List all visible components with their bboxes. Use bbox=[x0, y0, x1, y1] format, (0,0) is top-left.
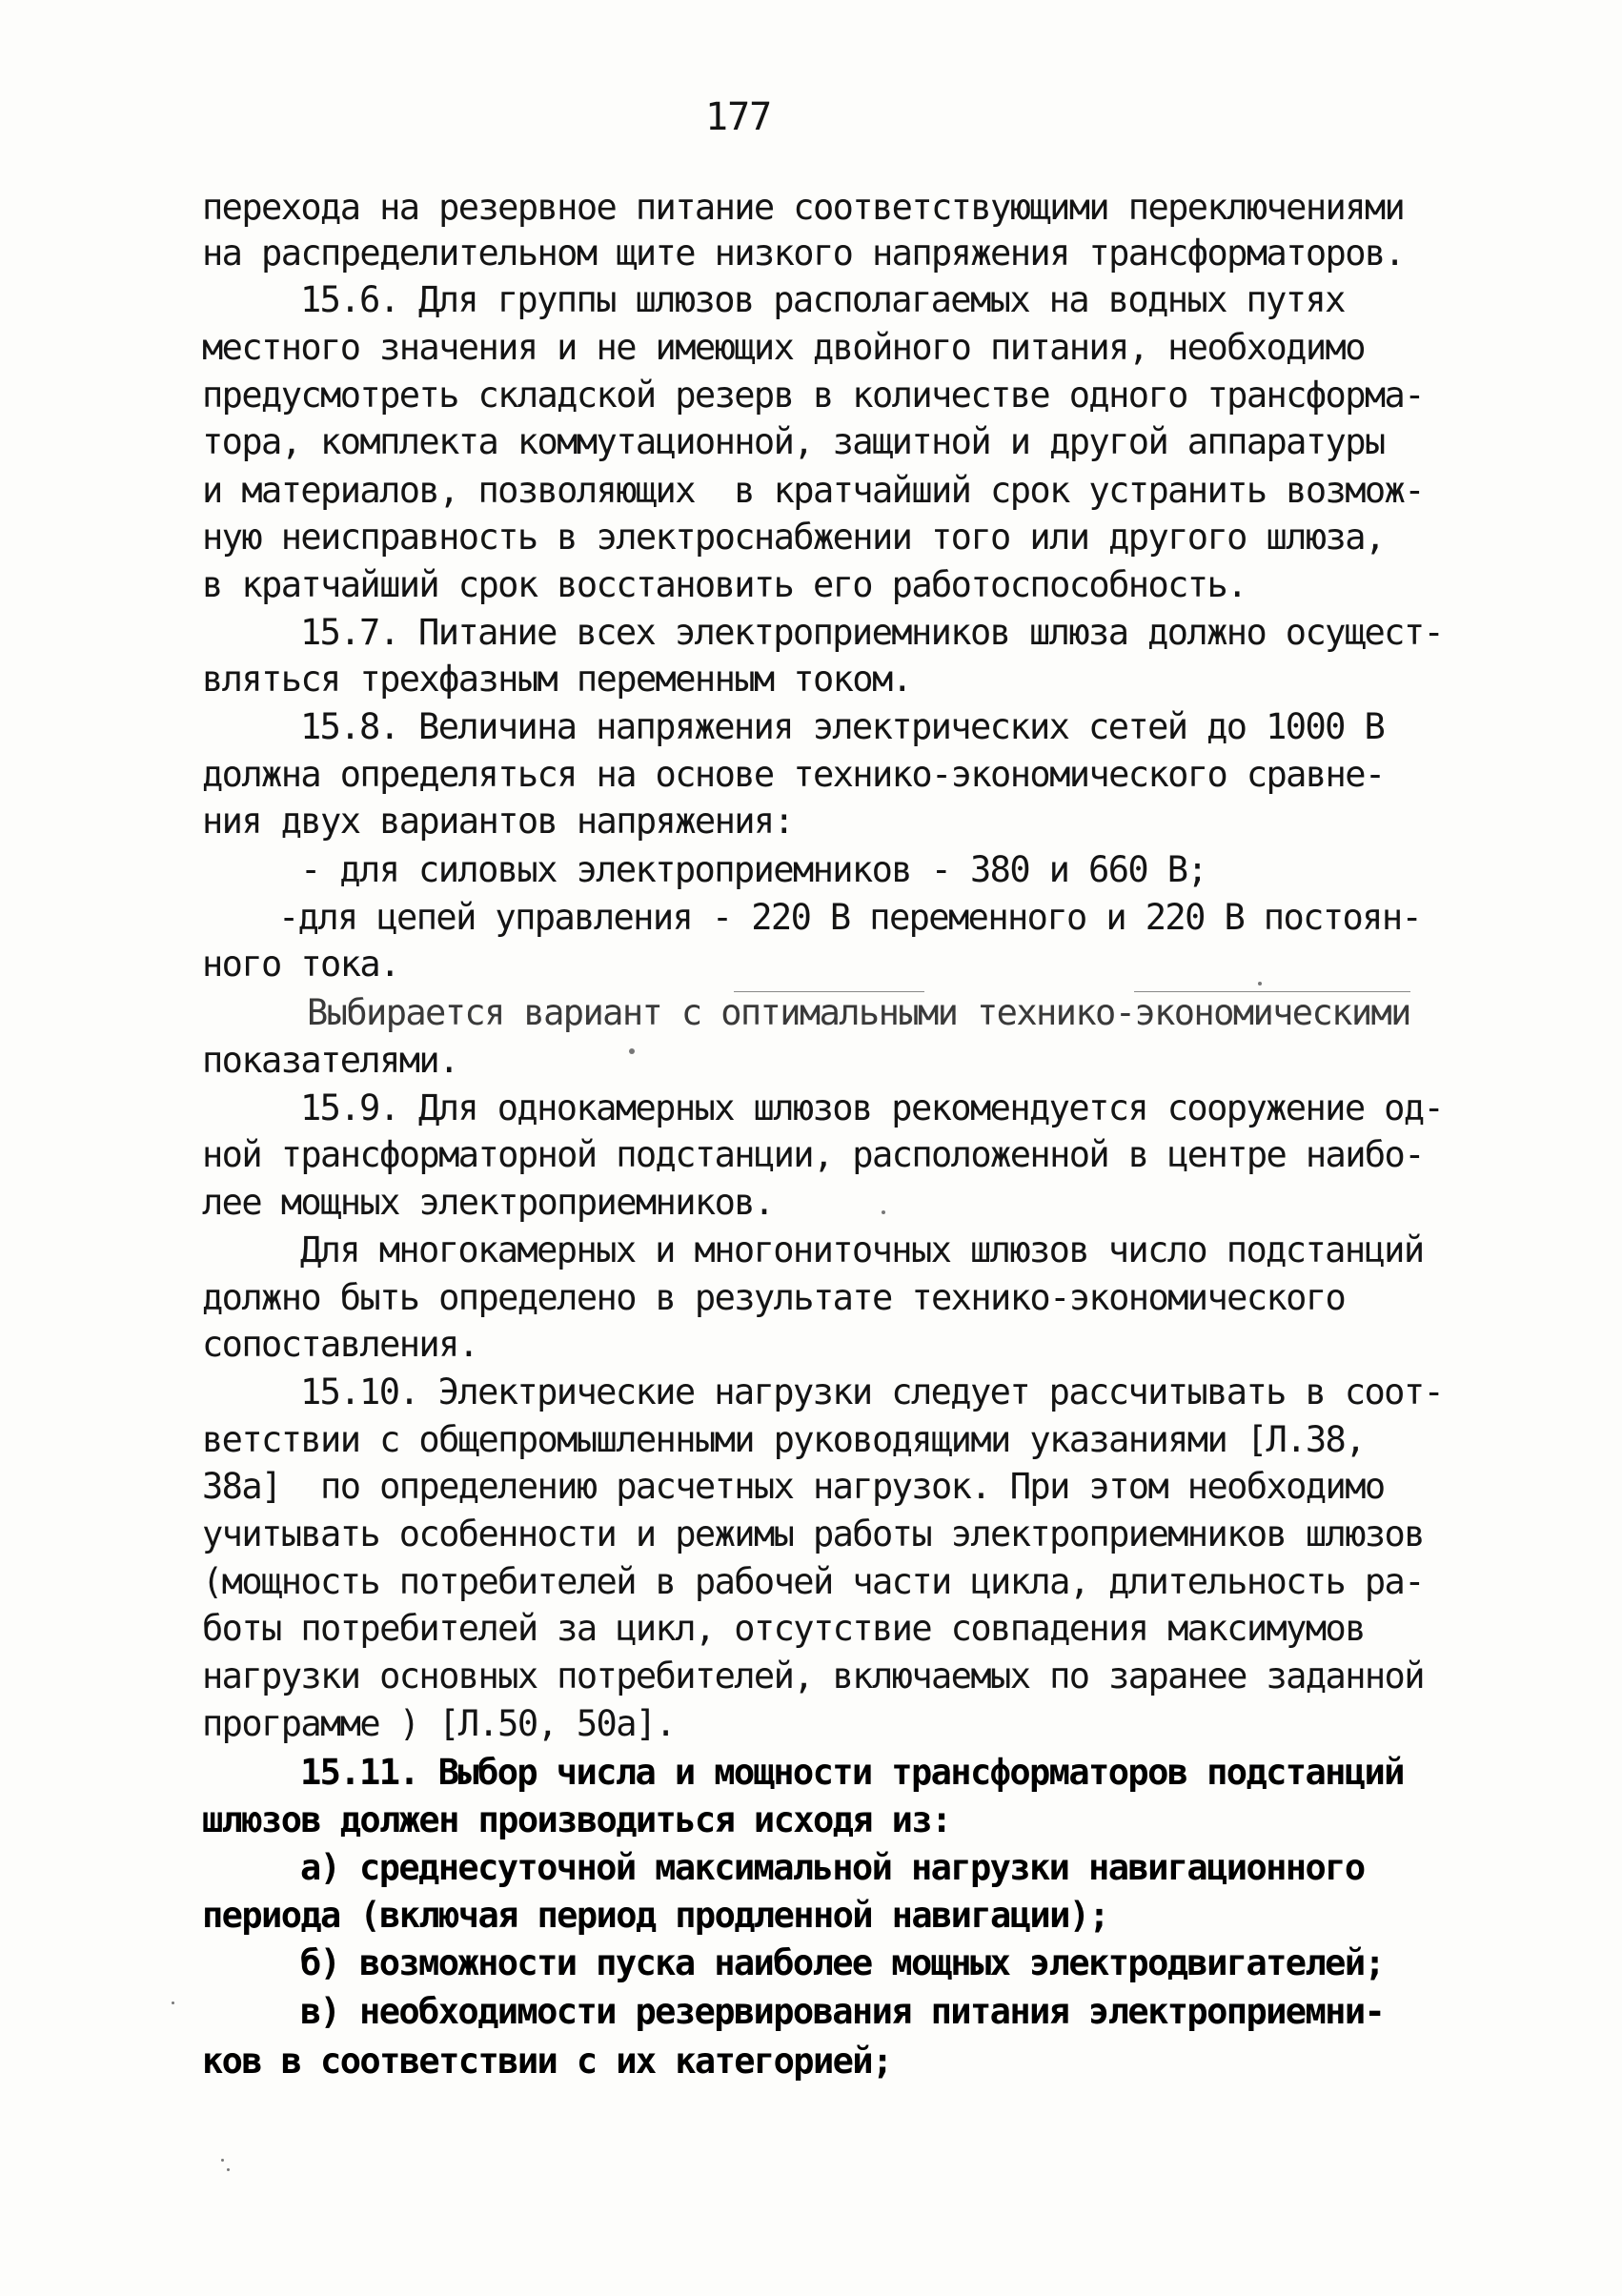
text-line: б) возможности пуска наиболее мощных электродвигателей; bbox=[300, 1942, 1385, 1983]
text-line: перехода на резервное питание соответствующими переключениями bbox=[202, 187, 1405, 228]
text-line: 15.6. Для группы шлюзов располагаемых на водных путях bbox=[300, 279, 1345, 320]
text-line: показателями. bbox=[202, 1040, 458, 1081]
text-line: сопоставления. bbox=[202, 1324, 478, 1365]
page-number: 177 bbox=[705, 95, 772, 139]
text-line: вляться трехфазным переменным током. bbox=[202, 659, 912, 700]
text-line: 15.9. Для однокамерных шлюзов рекомендуется сооружение од- bbox=[300, 1087, 1444, 1128]
text-line: боты потребителей за цикл, отсутствие совпадения максимумов bbox=[202, 1608, 1365, 1649]
scan-speck bbox=[227, 2168, 230, 2171]
text-line: тора, комплекта коммутационной, защитной и другой аппаратуры bbox=[202, 421, 1385, 462]
scan-speck bbox=[172, 2001, 174, 2004]
text-line: 15.8. Величина напряжения электрических сетей до 1000 В bbox=[300, 706, 1385, 747]
text-line: предусмотреть складской резерв в количестве одного трансформа- bbox=[202, 375, 1424, 416]
text-line: а) среднесуточной максимальной нагрузки навигационного bbox=[300, 1847, 1365, 1888]
text-line: ветствии с общепромышленными руководящими указаниями [Л.38, bbox=[202, 1419, 1365, 1460]
scan-speck bbox=[882, 1210, 885, 1214]
text-line: лее мощных электроприемников. bbox=[202, 1182, 774, 1223]
text-line: 15.10. Электрические нагрузки следует рассчитывать в соот- bbox=[300, 1372, 1444, 1412]
text-line: должно быть определено в результате технико-экономического bbox=[202, 1277, 1346, 1318]
text-line: ного тока. bbox=[202, 944, 399, 985]
text-line: на распределительном щите низкого напряжения трансформаторов. bbox=[202, 233, 1405, 274]
text-line: -для цепей управления - 220 В переменного и 220 В постоян- bbox=[278, 897, 1422, 938]
text-line: Выбирается вариант с оптимальными технико-экономическими bbox=[307, 992, 1410, 1033]
scan-speck bbox=[221, 2159, 224, 2162]
text-line: программе ) [Л.50, 50а]. bbox=[202, 1703, 676, 1744]
text-line: ной трансформаторной подстанции, расположенной в центре наибо- bbox=[202, 1134, 1424, 1175]
text-line: периода (включая период продленной навигации); bbox=[202, 1895, 1109, 1936]
text-line: и материалов, позволяющих в кратчайший срок устранить возмож- bbox=[202, 470, 1424, 511]
text-line: ния двух вариантов напряжения: bbox=[202, 801, 794, 842]
text-line: - для силовых электроприемников - 380 и 660 В; bbox=[300, 849, 1207, 890]
text-line: Для многокамерных и многониточных шлюзов число подстанций bbox=[300, 1229, 1424, 1270]
text-line: в кратчайший срок восстановить его работоспособность. bbox=[202, 564, 1247, 605]
text-line: местного значения и не имеющих двойного питания, необходимо bbox=[202, 327, 1365, 368]
text-line: 15.11. Выбор числа и мощности трансформаторов подстанций bbox=[300, 1752, 1404, 1793]
text-line: ную неисправность в электроснабжении того или другого шлюза, bbox=[202, 517, 1385, 558]
scan-speck bbox=[629, 1048, 635, 1054]
text-line: 15.7. Питание всех электроприемников шлюза должно осущест- bbox=[300, 612, 1444, 653]
text-line: (мощность потребителей в рабочей части цикла, длительность ра- bbox=[202, 1561, 1424, 1602]
scan-speck bbox=[1258, 982, 1262, 985]
text-line: 38а] по определению расчетных нагрузок. При этом необходимо bbox=[202, 1466, 1385, 1507]
text-line: учитывать особенности и режимы работы электроприемников шлюзов bbox=[202, 1514, 1424, 1554]
text-line: шлюзов должен производиться исходя из: bbox=[202, 1799, 951, 1840]
text-line: должна определяться на основе технико-экономического сравне- bbox=[202, 754, 1385, 795]
text-line: ков в соответствии с их категорией; bbox=[202, 2041, 892, 2082]
text-line: в) необходимости резервирования питания электроприемни- bbox=[300, 1991, 1385, 2032]
text-line: нагрузки основных потребителей, включаемых по заранее заданной bbox=[202, 1656, 1424, 1697]
